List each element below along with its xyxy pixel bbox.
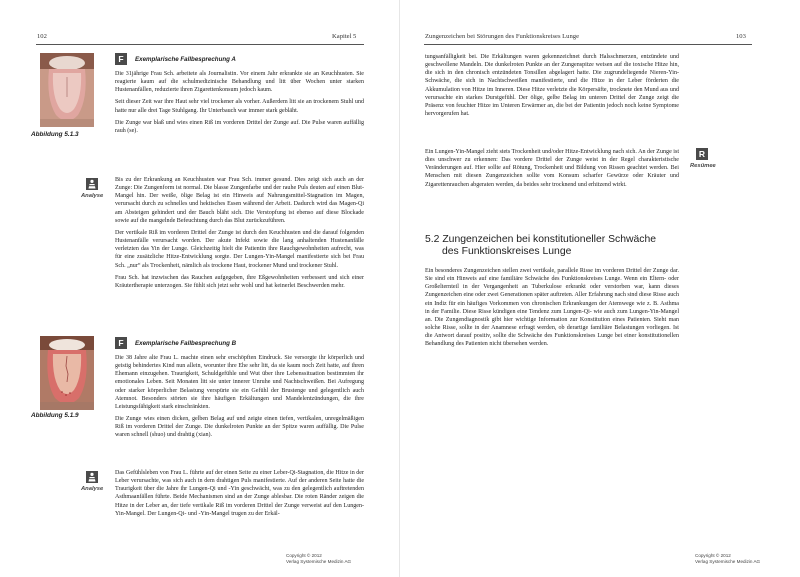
tongue-photo-b <box>40 336 94 410</box>
section-heading-line: 5.2 Zungenzeichen bei konstitutioneller Schwäche <box>425 234 657 245</box>
analysis-paragraph: Frau Sch. hat inzwischen das Rauchen aufgegeben, ihre Eßgewohnheiten verbessert und sich einer Kräutertherapie unterzogen. Sie fühlt sich jetzt sehr wohl und hat keinerlei Beschwerden mehr. <box>115 274 364 289</box>
header-rule <box>424 44 752 45</box>
case-a-paragraph: Die 31jährige Frau Sch. arbeitete als Journalistin. Vor einem Jahr erkrankte sie an Keuchhusten. Sie reagierte kaum auf die schulmedizinische Behandlung und litt über Wochen unter starken Hustenanfällen, reduzierte ihren Zigarettenkonsum jedoch kaum. <box>115 71 364 94</box>
analysis-paragraph: Bis zu der Erkrankung an Keuchhusten war Frau Sch. immer gesund. Dies zeigt sich auch an der Zunge: Die Zungenform ist normal. Die blasse Zungenfarbe und der rauhe Puls deuten auf einen Blut-Mangel hin. Der weiße, ölige Belag ist ein Hinweis auf Nahrungsmittel-Stagnation im Magen, verursacht durch zu schnelles und hektisches Essen während der Arbeit. Dadurch wird das Magen-Qi am Absteigen gehindert und der Bauch bläht sich. Die Verstopfung ist ebenso auf diese Blockade sowie auf die mangelnde Befeuchtung durch das Blut zurückzuführen. <box>115 177 364 224</box>
analysis-paragraph: Der vertikale Riß im vorderen Drittel der Zunge ist durch den Keuchhusten und die darauf folgenden Hustenanfälle verursacht worden. Der akute Infekt sowie die lang anhaltenden Hustenanfälle verletzten das Yin der Lunge. Gleichzeitig hielt die Patientin ihre Rauchgewohnheiten aufrecht, was für eine zusätzliche Hitze-Entwicklung sorgte. Der Lungen-Yin-Mangel manifestierte sich bei Frau Sch. „nur“ als Trockenheit, nämlich als trockene Haut, trockener Mund und trockener Stuhl. <box>115 229 364 269</box>
case-a-title: Exemplarische Fallbesprechung A <box>135 56 236 63</box>
analysis-icon <box>86 178 98 190</box>
analysis-label-b: Analyse <box>81 486 104 492</box>
section-heading-line: des Funktionskreises Lunge <box>442 246 572 257</box>
case-badge-icon: F <box>115 53 127 65</box>
page-number-right: 103 <box>736 33 746 40</box>
case-b-continuation: tungsanfälligkeit bei. Die Erkältungen waren gekennzeichnet durch Halsschmerzen, entzündete und geschwollene Mandeln. Die dunkelroten Punkte an der Zungenspitze weisen auf die toxische Hitze hin, die sich in den chronisch entzündeten Tonsillen abgelagert hatte. Die zugrundeliegende Nieren-Yin-Schwäche, die sich in Nachtschweißen manifestierte, und die Hitze in der Leber förderten die Akkumulation von Hitze im Inneren. Diese Hitze verletzte die Körpersäfte, trocknete den Mund aus und verursachte ein starkes Durstgefühl. Der ölige, gelbe Belag im unteren Drittel der Zunge zeigt die Präsenz von feuchter Hitze im Unteren Erwärmer an, die bei der Patientin jedoch noch keine Symptome hervorgerufen hat. <box>425 54 679 118</box>
case-b-analysis <box>115 469 364 522</box>
section-heading <box>425 234 656 258</box>
right-page <box>400 0 800 577</box>
copyright-right: Copyright © 2012 Verlag Systemische Medizin AG <box>695 553 761 564</box>
case-a-paragraph: Die Zunge war blaß und wies einen Riß im vorderen Drittel der Zunge auf. Die Pulse waren auffällig rauh (se). <box>115 119 364 134</box>
case-a-analysis <box>115 176 364 294</box>
chapter-title: Kapitel 5 <box>332 33 357 40</box>
copyright-left: Copyright © 2012 Verlag Systemische Medizin AG <box>286 553 352 564</box>
case-a-text <box>115 70 364 139</box>
resumee-label: Resümee <box>690 163 716 169</box>
case-badge-icon: F <box>115 337 127 349</box>
tongue-photo-a <box>40 53 94 127</box>
resumee-text: Ein Lungen-Yin-Mangel zieht stets Trockenheit und/oder Hitze-Entwicklung nach sich. An der Zunge ist dies unschwer zu erkennen: Das vordere Drittel der Zunge weist in der Regel charakteristische Veränderungen auf. Hier sollte auf Rötung, Trockenheit und Bildung von Rissen geachtet werden. Bei Menschen mit diesen Zungenzeichen sollte vom Konsum scharfer Gewürze oder Kräuter und Zigarettenrauchen abgeraten werden, da beides sehr trocknend und erhitzend wirkt. <box>425 149 679 188</box>
page-number-left: 102 <box>37 33 47 40</box>
case-a-paragraph: Seit dieser Zeit war ihre Haut sehr viel trockener als vorher. Außerdem litt sie an trockenem Stuhl und hatte nur alle drei Tage Stuhlgang. Ihr Unterbauch war immer stark gebläht. <box>115 99 364 114</box>
case-b-paragraph: Die Zunge wies einen dicken, gelben Belag auf und zeigte einen tiefen, vertikalen, unregelmäßigen Riß im vorderen Drittel der Zunge. Die dunkelroten Punkte an der Spitze waren auffällig. Die Pulse waren schnell (shuo) und drahtig (xian). <box>115 416 364 439</box>
resumee-icon: R <box>696 148 708 160</box>
case-b-title: Exemplarische Fallbesprechung B <box>135 340 237 347</box>
section-text: Ein besonderes Zungenzeichen stellen zwei vertikale, parallele Risse im vorderen Drittel der Zunge dar. Sie sind ein Hinweis auf eine familiäre Schwäche des Funktionskreises Lunge. Wenn ein Eltern- oder Großelternteil in der Vergangenheit an Tuberkulose erkrankt oder verstorben war, kann dieses Zungenzeichen eine oder zwei Generationen später auftreten. Aller Erfahrung nach sind diese Risse auch ein Indiz für ein häufiges Vorkommen von chronischen Erkrankungen der Atemwege wie z. B. Asthma in der Familie. Diese Risse kündigen eine Tendenz zum Lungen-Qi- wie auch zum Lungen-Yin-Mangel an. Die Zungendiagnostik gibt hier wichtige Information zur Konstitution eines Patienten. Sieht man solche Risse, sollte in der Anamnese erfragt werden, ob derartige familiäre Belastungen vorliegen. Ist die Antwort darauf positiv, sollte die Schwäche des Funktionskreises Lunge bei einer konstitutionellen Behandlung des Patienten nicht übersehen werden. <box>425 268 679 348</box>
case-b-paragraph: Die 38 Jahre alte Frau L. machte einen sehr erschöpften Eindruck. Sie versorgte ihr körperlich und geistig behindertes Kind nun allein, worunter ihre Ehe sehr litt, da sie kaum noch Zeit hatte, auf ihren Ehemann einzugehen. Traurigkeit, Schuldgefühle und Wut über ihre Lebenssituation bestimmten ihr emotionales Leben. Seit Monaten litt sie unter innerer Unruhe und Nachtschweißen. Bei Aufregung oder starker körperlicher Belastung verspürte sie ein Gefühl der Brustenge und gelegentlich auch Atemnot. Besonders störten sie ihre häufigen Erkältungen und Mandelentzündungen, die ihre Leistungsfähigkeit stark einschränkten. <box>115 355 364 410</box>
running-head: Zungenzeichen bei Störungen des Funktionskreises Lunge <box>425 33 580 40</box>
header-rule <box>36 44 364 45</box>
figure-label-b: Abbildung 5.1.9 <box>31 412 79 419</box>
analysis-label-a: Analyse <box>81 193 104 199</box>
figure-label-a: Abbildung 5.1.3 <box>31 131 79 138</box>
analysis-paragraph: Das Gefühlsleben von Frau L. führte auf der einen Seite zu einer Leber-Qi-Stagnation, die Hitze in der Leber verursachte, was sich auch in dem drahtigen Puls manifestierte. Auf der anderen Seite hatte die Traurigkeit über die Jahre ihr Lungen-Qi und -Yin geschwächt, was zu den gelegentlich auftretenden Asthmaanfällen führte. Beide Mechanismen sind an der Zunge ablesbar. Die roten Ränder zeigen die Hitze in der Leber an, der tiefe vertikale Riß im vorderen Drittel der Zunge verweist auf den Lungen-Yin-Mangel. Der Lungen-Qi- und -Yin-Mangel trugen zu der Erkäl- <box>115 470 364 517</box>
analysis-icon <box>86 471 98 483</box>
case-b-text <box>115 354 364 444</box>
